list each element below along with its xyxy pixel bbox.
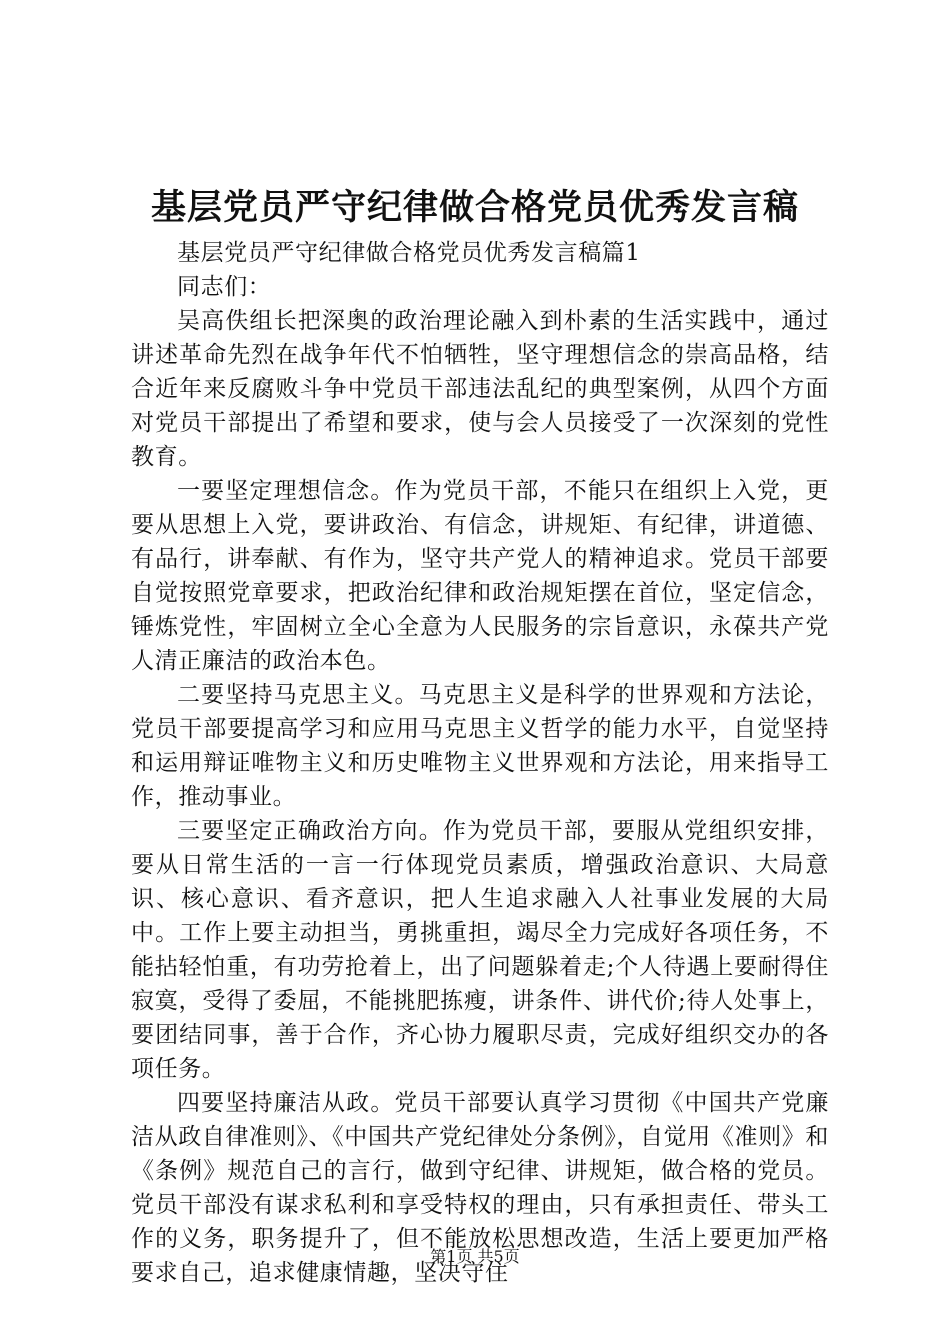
document-title: 基层党员严守纪律做合格党员优秀发言稿 [150, 187, 799, 228]
body-paragraph: 四要坚持廉洁从政。党员干部要认真学习贯彻《中国共产党廉洁从政自律准则》、《中国共产党纪律处分条例》，自觉用《准则》和《条例》规范自己的言行，做到守纪律、讲规矩，做合格的党员。党员干部没有谋求私利和享受特权的理由，只有承担责任、带头工作的义务，职务提升了，但不能放松思想改造，生活上要更加严格要求自己，追求健康情趣，坚决守住 [131, 1090, 829, 1286]
salutation-paragraph: 同志们： [177, 274, 272, 300]
body-paragraph: 三要坚定正确政治方向。作为党员干部，要服从党组织安排，要从日常生活的一言一行体现党员素质，增强政治意识、大局意识、核心意识、看齐意识，把人生追求融入人社事业发展的大局中。工作上要主动担当，勇挑重担，竭尽全力完成好各项任务，不能拈轻怕重，有功劳抢着上，出了问题躲着走;个人待遇上要耐得住寂寞，受得了委屈，不能挑肥拣瘦，讲条件、讲代价;待人处事上，要团结同事，善于合作，齐心协力履职尽责，完成好组织交办的各项任务。 [131, 818, 829, 1082]
body-paragraph: 吴高佚组长把深奥的政治理论融入到朴素的生活实践中，通过讲述革命先烈在战争年代不怕牺牲，坚守理想信念的崇高品格，结合近年来反腐败斗争中党员干部违法乱纪的典型案例，从四个方面对党员干部提出了希望和要求，使与会人员接受了一次深刻的党性教育。 [131, 308, 829, 470]
body-paragraph: 二要坚持马克思主义。马克思主义是科学的世界观和方法论，党员干部要提高学习和应用马克思主义哲学的能力水平，自觉坚持和运用辩证唯物主义和历史唯物主义世界观和方法论，用来指导工作，推动事业。 [131, 682, 829, 810]
subtitle-paragraph: 基层党员严守纪律做合格党员优秀发言稿篇1 [177, 240, 641, 266]
document-body [131, 236, 829, 1290]
body-paragraph: 一要坚定理想信念。作为党员干部，不能只在组织上入党，更要从思想上入党，要讲政治、有信念，讲规矩、有纪律，讲道德、有品行，讲奉献、有作为，坚守共产党人的精神追求。党员干部要自觉按照党章要求，把政治纪律和政治规矩摆在首位，坚定信念，锤炼党性，牢固树立全心全意为人民服务的宗旨意识，永葆共产党人清正廉洁的政治本色。 [131, 478, 829, 674]
page-number-footer: 第1页 共5页 [430, 1247, 520, 1266]
